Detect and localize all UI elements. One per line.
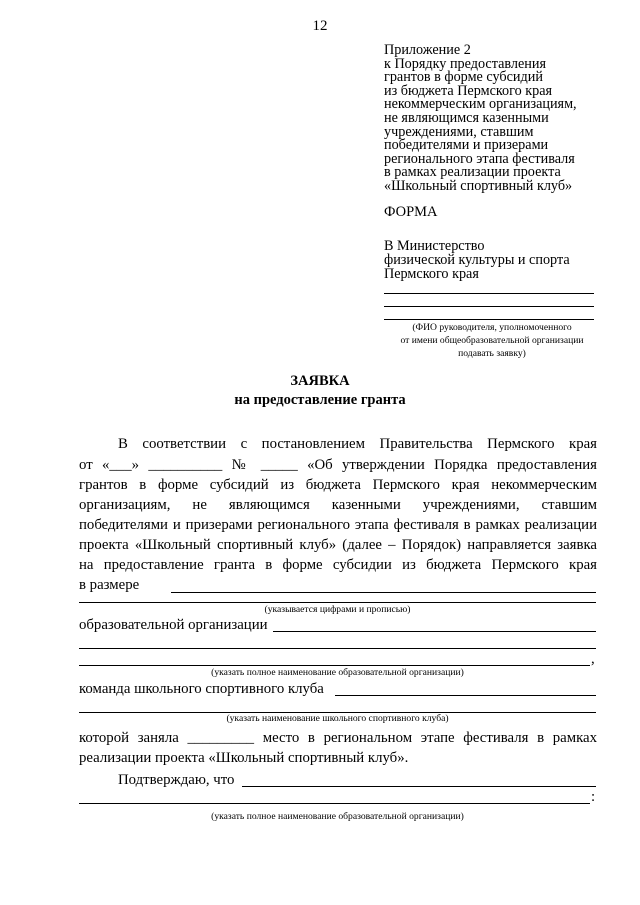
- fio-fill-line[interactable]: [384, 293, 594, 294]
- place-line: которой заняла _________ место в региональном этапе фестиваля в рамках: [79, 730, 597, 746]
- appendix-line: не являющимся казенными: [384, 109, 549, 126]
- appendix-line: в рамках реализации проекта: [384, 164, 561, 181]
- colon-mark: :: [591, 789, 596, 805]
- org-fill-line[interactable]: [79, 648, 596, 649]
- amount-label: в размере: [79, 577, 140, 593]
- confirm-note: (указать полное наименование образовательной организации): [211, 811, 464, 822]
- appendix-line: грантов в форме субсидий: [384, 69, 543, 86]
- appendix-line: победителями и призерами: [384, 137, 549, 154]
- addressee-line: физической культуры и спорта: [384, 251, 570, 268]
- paragraph-line: на предоставление гранта в форме субсидии из бюджета Пермского края: [79, 557, 597, 573]
- document-title: ЗАЯВКА: [290, 373, 350, 389]
- confirm-label: Подтверждаю, что: [118, 772, 235, 788]
- confirm-fill-line[interactable]: [79, 803, 590, 804]
- confirm-fill-line[interactable]: [242, 786, 596, 787]
- team-label: команда школьного спортивного клуба: [79, 681, 324, 697]
- amount-fill-line[interactable]: [171, 592, 596, 593]
- fio-note-line: подавать заявку): [458, 348, 526, 359]
- paragraph-line: от «___» __________ № _____ «Об утверждении Порядка предоставления: [79, 457, 597, 473]
- paragraph-line: В соответствии с постановлением Правительства Пермского края: [118, 436, 597, 452]
- appendix-line: некоммерческим организациям,: [384, 96, 577, 113]
- fio-fill-line[interactable]: [384, 306, 594, 307]
- document-subtitle: на предоставление гранта: [234, 392, 406, 408]
- page-number: 12: [312, 18, 328, 34]
- org-note: (указать полное наименование образовательной организации): [211, 667, 464, 678]
- paragraph-line: победителями и призерами регионального этапа фестиваля в рамках реализации: [79, 517, 597, 533]
- appendix-line: к Порядку предоставления: [384, 55, 546, 72]
- paragraph-line: проекта «Школьный спортивный клуб» (далее – Порядок) направляется заявка: [79, 537, 597, 553]
- fio-fill-line[interactable]: [384, 319, 594, 320]
- appendix-line: регионального этапа фестиваля: [384, 150, 575, 167]
- amount-note: (указывается цифрами и прописью): [264, 604, 411, 615]
- addressee-line: В Министерство: [384, 238, 485, 254]
- paragraph-line: организациям, не являющимся казенными учреждениями, ставшим: [79, 497, 597, 513]
- fio-note: [374, 321, 610, 360]
- addressee-line: Пермского края: [384, 265, 479, 282]
- team-note: (указать наименование школьного спортивного клуба): [226, 713, 449, 724]
- paragraph-line: грантов в форме субсидий из бюджета Пермского края некоммерческим: [79, 477, 597, 493]
- appendix-header: [384, 44, 624, 194]
- fio-note-line: от имени общеобразовательной организации: [400, 335, 584, 346]
- appendix-line: из бюджета Пермского края: [384, 82, 553, 99]
- appendix-line: Приложение 2: [384, 42, 471, 58]
- appendix-line: учреждениями, ставшим: [384, 123, 534, 140]
- comma-mark: ,: [591, 651, 595, 667]
- place-line: реализации проекта «Школьный спортивный клуб».: [79, 750, 409, 766]
- addressee-block: [384, 240, 570, 281]
- form-label: ФОРМА: [384, 204, 438, 220]
- org-label: образовательной организации: [79, 617, 268, 633]
- org-fill-line[interactable]: [273, 631, 596, 632]
- fio-note-line: (ФИО руководителя, уполномоченного: [412, 322, 572, 333]
- team-fill-line[interactable]: [335, 695, 596, 696]
- appendix-line: «Школьный спортивный клуб»: [384, 177, 573, 194]
